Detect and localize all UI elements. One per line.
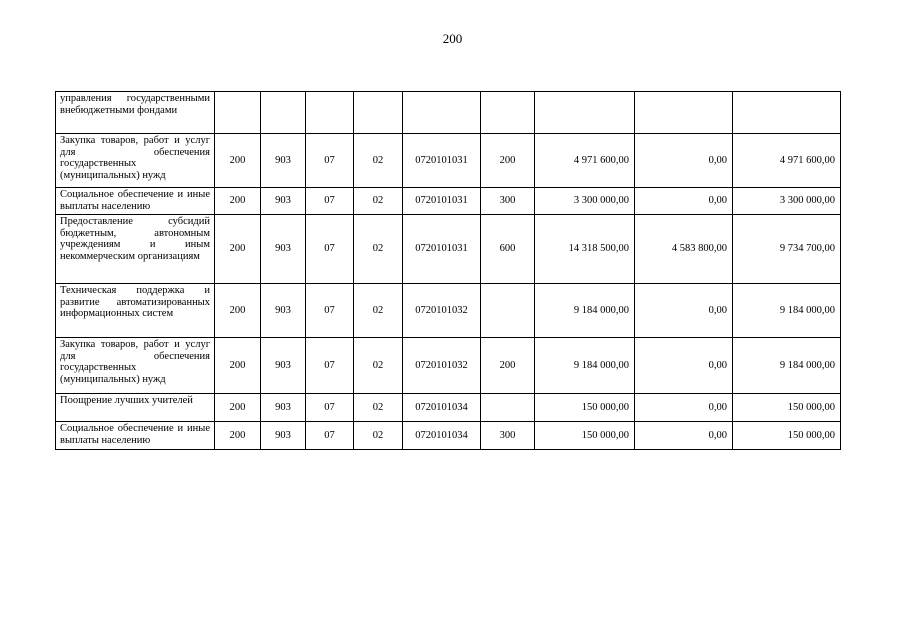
cell-v3: 3 300 000,00 — [733, 188, 841, 215]
row-name: управления государственными внебюджетными фондами — [56, 92, 215, 134]
cell-c4: 02 — [354, 284, 403, 338]
page-number: 200 — [442, 31, 463, 46]
cell-c5: 0720101034 — [403, 422, 481, 450]
cell-c6 — [481, 92, 535, 134]
cell-c1: 200 — [215, 215, 261, 284]
cell-c3: 07 — [306, 215, 354, 284]
cell-v2: 0,00 — [635, 134, 733, 188]
cell-c4: 02 — [354, 394, 403, 422]
cell-v2: 0,00 — [635, 284, 733, 338]
cell-c3: 07 — [306, 134, 354, 188]
cell-v3: 4 971 600,00 — [733, 134, 841, 188]
cell-v1: 9 184 000,00 — [535, 284, 635, 338]
cell-c1: 200 — [215, 284, 261, 338]
cell-c6 — [481, 284, 535, 338]
row-name: Техническая поддержка и развитие автоматизированных информационных систем — [56, 284, 215, 338]
cell-v2: 0,00 — [635, 338, 733, 394]
cell-v2: 0,00 — [635, 394, 733, 422]
cell-c1: 200 — [215, 338, 261, 394]
cell-c3: 07 — [306, 188, 354, 215]
budget-table — [55, 91, 841, 450]
cell-c6: 300 — [481, 422, 535, 450]
cell-v1: 4 971 600,00 — [535, 134, 635, 188]
table-body — [56, 92, 841, 450]
cell-c4: 02 — [354, 215, 403, 284]
cell-c3: 07 — [306, 422, 354, 450]
row-name: Социальное обеспечение и иные выплаты населению — [56, 422, 215, 450]
cell-c2: 903 — [261, 394, 306, 422]
cell-c4: 02 — [354, 422, 403, 450]
table-row — [56, 338, 841, 394]
cell-v1: 9 184 000,00 — [535, 338, 635, 394]
table-row — [56, 92, 841, 134]
row-name: Поощрение лучших учителей — [56, 394, 215, 422]
cell-c6: 600 — [481, 215, 535, 284]
cell-v1: 14 318 500,00 — [535, 215, 635, 284]
cell-v3: 9 734 700,00 — [733, 215, 841, 284]
cell-c6: 200 — [481, 338, 535, 394]
cell-c5: 0720101031 — [403, 134, 481, 188]
cell-v2 — [635, 92, 733, 134]
cell-c4: 02 — [354, 134, 403, 188]
cell-c3: 07 — [306, 284, 354, 338]
cell-v3 — [733, 92, 841, 134]
cell-c2 — [261, 92, 306, 134]
cell-v1: 150 000,00 — [535, 422, 635, 450]
cell-c2: 903 — [261, 188, 306, 215]
row-name: Закупка товаров, работ и услуг для обеспечения государственных (муниципальных) нужд — [56, 134, 215, 188]
row-name: Социальное обеспечение и иные выплаты населению — [56, 188, 215, 215]
cell-v3: 150 000,00 — [733, 394, 841, 422]
cell-c4 — [354, 92, 403, 134]
cell-v1: 3 300 000,00 — [535, 188, 635, 215]
table-row — [56, 422, 841, 450]
cell-c3: 07 — [306, 394, 354, 422]
cell-v2: 0,00 — [635, 188, 733, 215]
cell-c2: 903 — [261, 338, 306, 394]
cell-c2: 903 — [261, 284, 306, 338]
cell-c1: 200 — [215, 422, 261, 450]
cell-c5 — [403, 92, 481, 134]
table-row — [56, 284, 841, 338]
table-row — [56, 188, 841, 215]
cell-c2: 903 — [261, 215, 306, 284]
cell-c5: 0720101031 — [403, 215, 481, 284]
cell-c4: 02 — [354, 188, 403, 215]
cell-c5: 0720101032 — [403, 284, 481, 338]
cell-c1: 200 — [215, 134, 261, 188]
table-row — [56, 394, 841, 422]
row-name: Предоставление субсидий бюджетным, автономным учреждениям и иным некоммерческим организациям — [56, 215, 215, 284]
cell-v2: 4 583 800,00 — [635, 215, 733, 284]
cell-v1 — [535, 92, 635, 134]
cell-v3: 9 184 000,00 — [733, 338, 841, 394]
cell-c5: 0720101031 — [403, 188, 481, 215]
row-name: Закупка товаров, работ и услуг для обеспечения государственных (муниципальных) нужд — [56, 338, 215, 394]
cell-v3: 150 000,00 — [733, 422, 841, 450]
cell-c1: 200 — [215, 394, 261, 422]
cell-c1 — [215, 92, 261, 134]
table-row — [56, 215, 841, 284]
cell-c4: 02 — [354, 338, 403, 394]
cell-c6 — [481, 394, 535, 422]
cell-c2: 903 — [261, 134, 306, 188]
cell-c1: 200 — [215, 188, 261, 215]
table-row — [56, 134, 841, 188]
cell-v1: 150 000,00 — [535, 394, 635, 422]
cell-v2: 0,00 — [635, 422, 733, 450]
cell-c6: 300 — [481, 188, 535, 215]
cell-c2: 903 — [261, 422, 306, 450]
cell-c3: 07 — [306, 338, 354, 394]
cell-c5: 0720101034 — [403, 394, 481, 422]
cell-v3: 9 184 000,00 — [733, 284, 841, 338]
cell-c3 — [306, 92, 354, 134]
cell-c6: 200 — [481, 134, 535, 188]
cell-c5: 0720101032 — [403, 338, 481, 394]
